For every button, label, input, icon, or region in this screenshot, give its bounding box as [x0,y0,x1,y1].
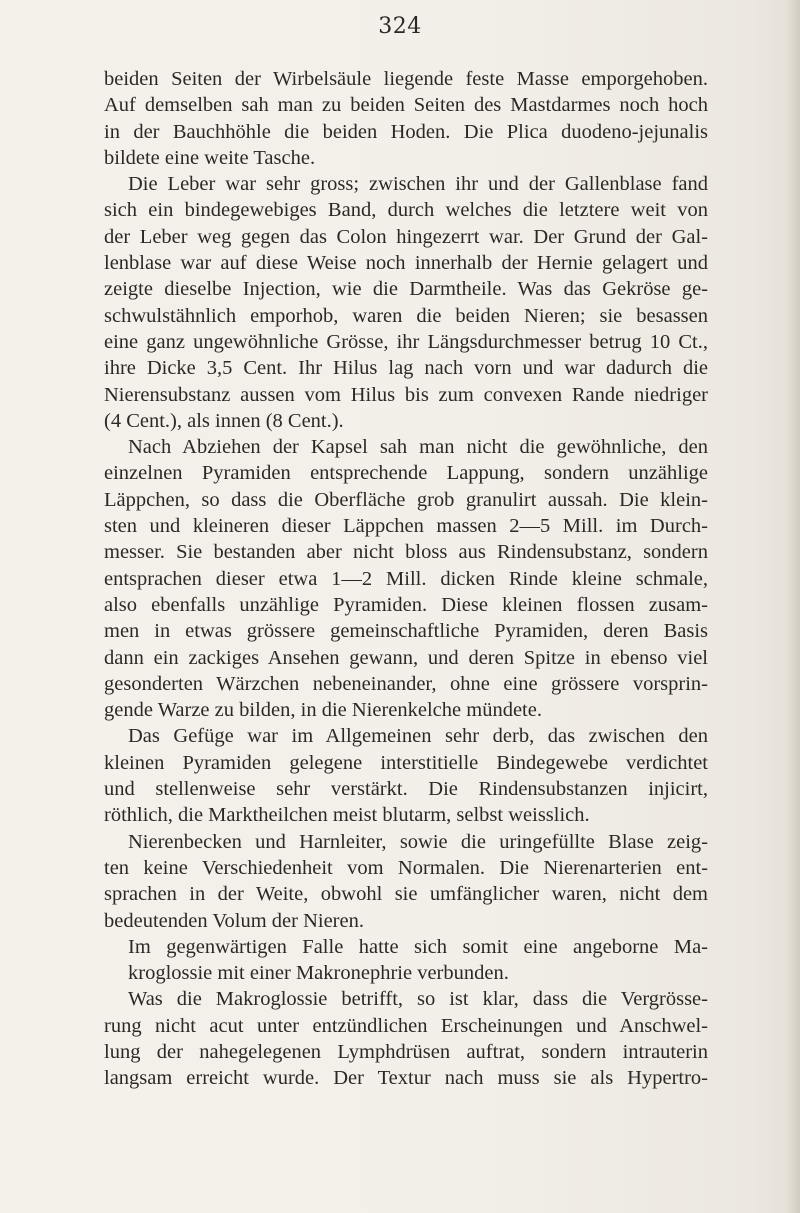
text-line: gesonderten Wärzchen nebeneinander, ohne eine grössere vorsprin- [104,672,708,695]
text-line: röthlich, die Marktheilchen meist blutarm, selbst weisslich. [104,804,590,827]
text-line: der Leber weg gegen das Colon hingezerrt war. Der Grund der Gal- [104,225,708,248]
text-line: sich ein bindegewebiges Band, durch welches die letztere weit von [104,199,708,222]
text-line: lung der nahegelegenen Lymphdrüsen auftrat, sondern intrauterin [104,1040,708,1063]
text-line: Auf demselben sah man zu beiden Seiten des Mastdarmes noch hoch [104,94,708,117]
text-line: (4 Cent.), als innen (8 Cent.). [104,409,344,432]
text-line: beiden Seiten der Wirbelsäule liegende feste Masse emporgehoben. [104,68,708,90]
text-line: langsam erreicht wurde. Der Textur nach muss sie als Hypertro- [104,1067,708,1090]
text-line: Nierenbecken und Harnleiter, sowie die uringefüllte Blase zeig- [128,830,708,853]
text-line: also ebenfalls unzählige Pyramiden. Diese kleinen flossen zusam- [104,593,708,616]
text-line: bedeutenden Volum der Nieren. [104,909,364,932]
text-line: eine ganz ungewöhnliche Grösse, ihr Längsdurchmesser betrug 10 Ct., [104,330,708,353]
text-line: in der Bauchhöhle die beiden Hoden. Die Plica duodeno-jejunalis [104,120,708,143]
text-line: entsprachen dieser etwa 1—2 Mill. dicken Rinde kleine schmale, [104,567,708,590]
text-line: Läppchen, so dass die Oberfläche grob granulirt aussah. Die klein- [104,488,708,511]
text-line: ihre Dicke 3,5 Cent. Ihr Hilus lag nach vorn und war dadurch die [104,357,708,380]
text-line: Nierensubstanz aussen vom Hilus bis zum convexen Rande niedriger [104,383,708,406]
text-line: Was die Makroglossie betrifft, so ist klar, dass die Vergrösse- [128,988,708,1011]
text-line: men in etwas grössere gemeinschaftliche Pyramiden, deren Basis [104,620,708,643]
page-number: 324 [378,14,422,39]
text-line: Im gegenwärtigen Falle hatte sich somit eine angeborne Ma- [128,935,708,958]
text-line: Die Leber war sehr gross; zwischen ihr und der Gallenblase fand [128,173,708,196]
text-line: Das Gefüge war im Allgemeinen sehr derb, das zwischen den [128,725,708,748]
text-line: zeigte dieselbe Injection, wie die Darmtheile. Was das Gekröse ge- [104,278,708,301]
body-text [104,66,708,1092]
text-line: bildete eine weite Tasche. [104,146,316,169]
text-line: dann ein zackiges Ansehen gewann, und deren Spitze in ebenso viel [104,646,708,669]
page-edge-shadow [786,0,800,1213]
text-line: gende Warze zu bilden, in die Nierenkelche mündete. [104,699,542,722]
text-line: kroglossie mit einer Makronephrie verbunden. [128,962,509,985]
text-line: sten und kleineren dieser Läppchen massen 2—5 Mill. im Durch- [104,515,708,538]
text-line: kleinen Pyramiden gelegene interstitielle Bindegewebe verdichtet [104,751,708,774]
text-line: sprachen in der Weite, obwohl sie umfänglicher waren, nicht dem [104,883,708,906]
text-line: und stellenweise sehr verstärkt. Die Rindensubstanzen injicirt, [104,778,708,801]
text-line: rung nicht acut unter entzündlichen Erscheinungen und Anschwel- [104,1014,708,1037]
text-line: messer. Sie bestanden aber nicht bloss aus Rindensubstanz, sondern [104,541,708,564]
text-line: ten keine Verschiedenheit vom Normalen. Die Nierenarterien ent- [104,856,708,879]
text-line: lenblase war auf diese Weise noch innerhalb der Hernie gelagert und [104,252,708,275]
text-line: schwulstähnlich emporhob, waren die beiden Nieren; sie besassen [104,304,708,327]
text-line: einzelnen Pyramiden entsprechende Lappung, sondern unzählige [104,462,708,485]
text-line: Nach Abziehen der Kapsel sah man nicht die gewöhnliche, den [128,436,708,459]
